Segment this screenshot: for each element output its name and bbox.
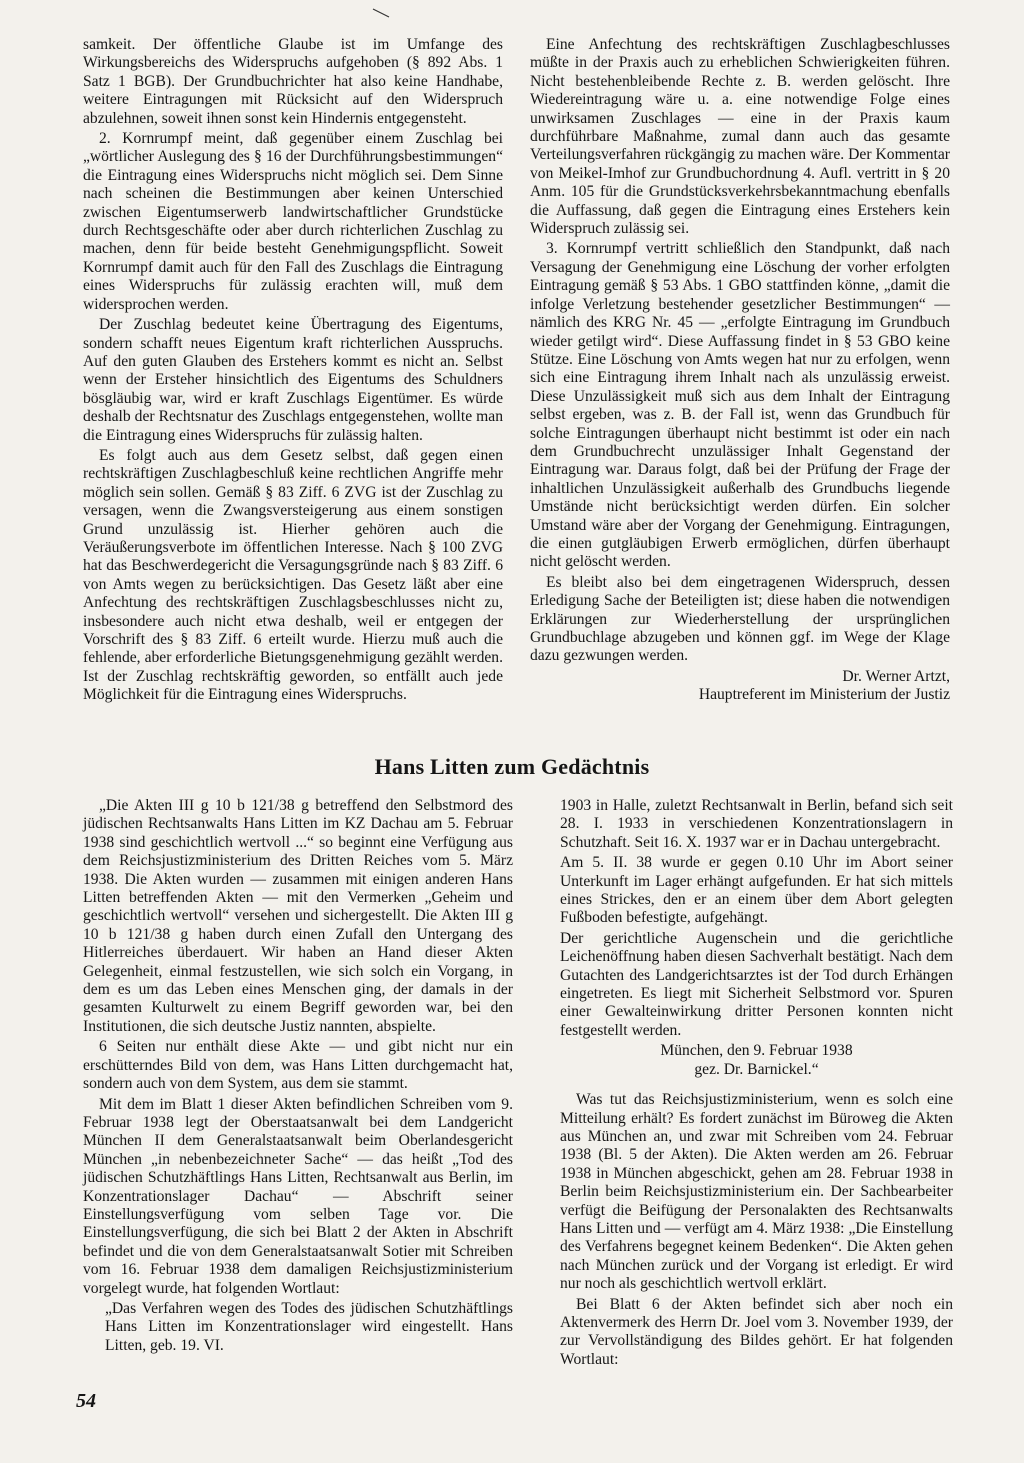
page-number: 54 (76, 1390, 96, 1412)
paragraph: Was tut das Reichsjustizministerium, wenn es solch eine Mitteilung erhält? Es fordert zunächst im Büroweg die Akten aus München an, und zwar mit Schreiben vom 24. Februar 1938 (Bl. 5 der Akten). Die Akten werden am 26. Februar 1938 in München abgeschickt, gehen am 28. Februar 1938 in Berlin beim Reichsjustizministerium ein. Der Sachbearbeiter verfügt die Beifügung der Personalakten des Rechtsanwalts Hans Litten und — verfügt am 4. März 1938: „Die Einstellung des Verfahrens begegnet keinem Bedenken“. Die Akten gehen nach München zurück und der Vorgang ist erledigt. Er wird nur noch als geschichtlich wertvoll erklärt. (560, 1091, 953, 1293)
paragraph: Es bleibt also bei dem eingetragenen Widerspruch, dessen Erledigung Sache der Beteiligten ist; diese haben die notwendigen Erklärungen zur Wiederherstellung der ursprünglichen Grundbuchlage abzugeben und können ggf. im Wege der Klage dazu gezwungen werden. (530, 573, 950, 665)
paragraph: Bei Blatt 6 der Akten befindet sich aber noch ein Aktenvermerk des Herrn Dr. Joel vom 3. November 1939, der zur Vervollständigung des Bildes gehört. Er hat folgenden Wortlaut: (560, 1295, 953, 1368)
article-two-left-column (83, 797, 513, 1357)
paragraph: „Die Akten III g 10 b 121/38 g betreffend den Selbstmord des jüdischen Rechtsanwalts Hans Litten im KZ Dachau am 5. Februar 1938 sind geschichtlich wertvoll ...“ so beginnt eine Verfügung aus dem Reichsjustizministerium des Dritten Reiches vom 5. März 1938. Die Akten wurden — zusammen mit einigen anderen Hans Litten betreffenden Akten — mit den Vermerken „Geheim und geschichtlich wertvoll“ versehen und sichergestellt. Die Akten III g 10 b 121/38 g haben durch einen Zufall den Untergang des Hitlerreiches überdauert. Wir haben an Hand dieser Akten Gelegenheit, einmal festzustellen, wie sich solch ein Vorgang, in dem es um das Leben eines Menschen ging, der damals in der gesamten Kulturwelt zu einem Begriff geworden war, bei den Institutionen, die sich deutsche Justiz nannten, abspielte. (83, 797, 513, 1035)
quoted-order-continued: 1903 in Halle, zuletzt Rechtsanwalt in Berlin, befand sich seit 28. I. 1933 in verschiedenen Konzentrationslagern in Schutzhaft. Seit 16. X. 1937 war er in Dachau untergebracht. (560, 797, 953, 851)
quote-signature: gez. Dr. Barnickel.“ (694, 1060, 819, 1078)
paragraph: Mit dem im Blatt 1 dieser Akten befindlichen Schreiben vom 9. Februar 1938 legt der Oberstaatsanwalt bei dem Landgericht München II dem Generalstaatsanwalt beim Oberlandesgericht München „in nebenbezeichneter Sache“ — das heißt „Tod des jüdischen Schutzhäftlings Hans Litten, Rechtsanwalt aus Berlin, im Konzentrationslager Dachau“ — Abschrift seiner Einstellungsverfügung vom selben Tage vor. Die Einstellungsverfügung, die sich bei Blatt 2 der Akten in Abschrift befindet und die von dem Generalstaatsanwalt Sotier mit Schreiben vom 16. Februar 1938 dem damaligen Reichsjustizministerium vorgelegt wurde, hat folgenden Wortlaut: (83, 1095, 513, 1297)
paragraph: Der Zuschlag bedeutet keine Übertragung des Eigentums, sondern schafft neues Eigentum kraft richterlichen Ausspruchs. Auf den guten Glauben des Erstehers kommt es nicht an. Selbst wenn der Ersteher hinsichtlich des Eigentums des Schuldners bösgläubig war, wird er kraft Zuschlags Eigentümer. Es würde deshalb der Rechtsnatur des Zuschlags entgegenstehen, wollte man die Eintragung eines Widerspruchs für zulässig halten. (83, 316, 503, 444)
paragraph: 2. Kornrumpf meint, daß gegenüber einem Zuschlag bei „wörtlicher Auslegung des § 16 der Durchführungsbestimmungen“ die Eintragung eines Widerspruchs nicht möglich sei. Dem Sinne nach scheinen die Bestimmungen aber keinen Unterschied zwischen Eigentumserwerb landwirtschaftlicher Grundstücke durch Rechtsgeschäfte oder aber durch richterlichen Zuschlag zu machen, denn für beide besteht Genehmigungspflicht. Soweit Kornrumpf damit auch für den Fall des Zuschlags die Eintragung eines Widerspruchs für zulässig erachten will, muß dem widersprochen werden. (83, 130, 503, 313)
scan-mark (371, 6, 391, 20)
paragraph: samkeit. Der öffentliche Glaube ist im Umfange des Wirkungsbereichs des Widerspruchs aufgehoben (§ 892 Abs. 1 Satz 1 BGB). Der Grundbuchrichter hat also keine Handhabe, weitere Eintragungen mit Rücksicht auf den Widerspruch abzulehnen, soweit ihnen sonst kein Hindernis entgegensteht. (83, 36, 503, 127)
quoted-order: „Das Verfahren wegen des Todes des jüdischen Schutzhäftlings Hans Litten im Konzentrationslager wird eingestellt. Hans Litten, geb. 19. VI. (105, 1299, 513, 1354)
author-role: Hauptreferent im Ministerium der Justiz (698, 686, 950, 704)
paragraph: Eine Anfechtung des rechtskräftigen Zuschlagbeschlusses müßte in der Praxis auch zu erheblichen Schwierigkeiten führen. Nicht bestehenbleibende Rechte z. B. werden gelöscht. Ihre Wiedereintragung wäre u. a. eine notwendige Folge eines unwirksamen Zuschlages — eine in der Praxis kaum durchführbare Maßnahme, zumal dann auch das gesamte Verteilungsverfahren rückgängig zu machen wäre. Der Kommentar von Meikel-Imhof zur Grundbuchordnung 4. Aufl. vertritt in § 20 Anm. 105 für die Grundstücksverkehrsbekanntmachung ebenfalls die Auffassung, daß gegen die Eintragung eines Erstehers kein Widerspruch zulässig sei. (530, 36, 950, 238)
paragraph: Es folgt auch aus dem Gesetz selbst, daß gegen einen rechtskräftigen Zuschlagbeschluß keine rechtlichen Angriffe mehr möglich sein sollen. Gemäß § 83 Ziff. 6 ZVG ist der Zuschlag zu versagen, wenn die Zwangsversteigerung aus einem sonstigen Grund unzulässig ist. Hierher gehören auch die Veräußerungsverbote im öffentlichen Interesse. Nach § 100 ZVG hat das Beschwerdegericht die Versagungsgründe nach § 83 Ziff. 6 von Amts wegen zu berücksichtigen. Das Gesetz läßt aber eine Anfechtung des rechtskräftigen Zuschlagsbeschlusses nicht zu, insbesondere auch nicht etwa deshalb, weil er entgegen der Vorschrift des § 83 Ziff. 6 erteilt wurde. Hierzu muß auch die fehlende, aber erforderliche Bietungsgenehmigung gezählt werden. Ist der Zuschlag rechtskräftig geworden, so entfällt auch jede Möglichkeit für die Eintragung eines Widerspruchs. (83, 446, 503, 704)
quoted-order-continued: Am 5. II. 38 wurde er gegen 0.10 Uhr im Abort seiner Unterkunft im Lager erhängt aufgefunden. Er hat sich mittels eines Strickes, den er an einem über dem Abort gelegten Fußboden befestigte, aufgehängt. (560, 854, 953, 927)
quoted-order-continued: Der gerichtliche Augenschein und die gerichtliche Leichenöffnung haben diesen Sachverhalt bestätigt. Nach dem Gutachten des Landgerichtsarztes ist der Tod durch Erhängen eingetreten. Es liegt mit Sicherheit Selbstmord vor. Spuren einer Gewalteinwirkung dritter Personen konnten nicht festgestellt werden. (560, 929, 953, 1039)
article-headline: Hans Litten zum Gedächtnis (374, 754, 650, 779)
quote-place-date: München, den 9. Februar 1938 (660, 1042, 853, 1060)
article-one-left-column (83, 36, 503, 707)
author-name: Dr. Werner Artzt, (842, 667, 950, 685)
paragraph: 6 Seiten nur enthält diese Akte — und gibt nicht nur ein erschütterndes Bild von dem, was Hans Litten durchgemacht hat, sondern auch von dem System, aus dem sie stammt. (83, 1038, 513, 1093)
paragraph: 3. Kornrumpf vertritt schließlich den Standpunkt, daß nach Versagung der Genehmigung eine Löschung der vorher erfolgten Eintragung gemäß § 53 Abs. 1 GBO stattfinden könne, „damit die infolge Verletzung bestehender gesetzlicher Bestimmungen“ — nämlich des KRG Nr. 45 — „erfolgte Eintragung im Grundbuch wieder getilgt wird“. Diese Auffassung findet in § 53 GBO keine Stütze. Eine Löschung von Amts wegen hat nur zu erfolgen, wenn sich eine Eintragung ihrem Inhalt nach als unzulässig erweist. Diese Unzulässigkeit muß sich aus dem Inhalt der Eintragung selbst ergeben, was z. B. der Fall ist, wenn das Grundbuch für solche Eintragungen überhaupt nicht bestimmt ist oder ein nach dem Grundbuchrecht unzulässiger Inhalt Gegenstand der Eintragung war. Daraus folgt, daß bei der Prüfung der Frage der inhaltlichen Unzulässigkeit außerhalb des Grundbuchs liegende Umstände nicht berücksichtigt werden dürfen. Ein solcher Umstand wäre aber der Vorgang der Genehmigung. Eintragungen, die einen gutgläubigen Erwerb ermöglichen, dürfen überhaupt nicht gelöscht werden. (530, 240, 950, 571)
article-two-right-column (560, 797, 953, 1371)
article-one-right-column (530, 36, 950, 705)
